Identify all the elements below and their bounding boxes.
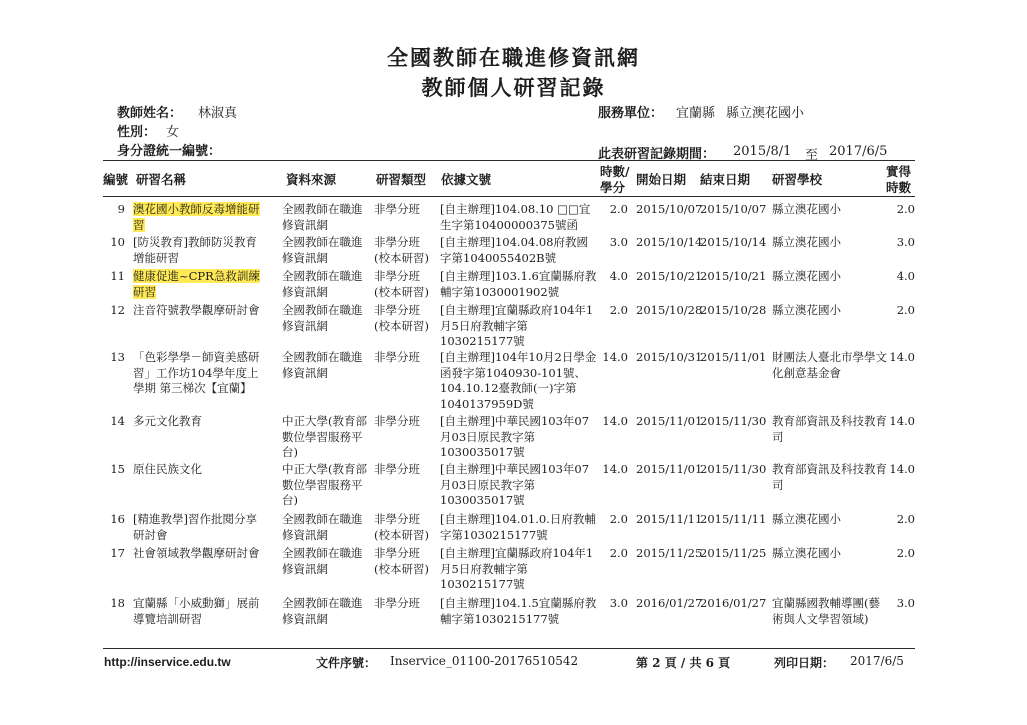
row-type: 非學分班 xyxy=(374,202,420,216)
footer-print-label: 列印日期： xyxy=(774,656,835,670)
record-period-end: 2017/6/5 xyxy=(829,144,888,159)
row-doc: [自主辦理]104.08.10 □□宜生字第10400000375號函 xyxy=(440,202,591,232)
col-header-earned-2: 時數 xyxy=(886,180,912,195)
row-no: 10 xyxy=(110,235,125,249)
record-period-start: 2015/8/1 xyxy=(733,144,792,159)
col-header-no: 編號 xyxy=(103,172,129,187)
row-hours: 2.0 xyxy=(609,202,628,216)
record-period-label: 此表研習記錄期間： xyxy=(598,147,716,162)
row-school: 宜蘭縣國教輔導團(藝術與人文學習領域) xyxy=(772,596,880,626)
row-type: 非學分班(校本研習) xyxy=(374,512,429,542)
row-name: [精進教學]習作批閱分享研討會 xyxy=(133,512,257,542)
row-end: 2015/11/30 xyxy=(700,462,767,476)
row-source: 全國教師在職進修資訊網 xyxy=(282,350,363,380)
row-earned: 14.0 xyxy=(889,414,915,428)
row-end: 2015/11/30 xyxy=(700,414,767,428)
row-school: 縣立澳花國小 xyxy=(772,303,841,317)
row-end: 2015/10/07 xyxy=(700,202,767,216)
col-header-source: 資料來源 xyxy=(286,172,337,187)
document-subtitle: 教師個人研習記錄 xyxy=(421,75,606,100)
row-no: 13 xyxy=(110,350,125,364)
col-header-earned-1: 實得 xyxy=(886,164,912,179)
footer-serial-label: 文件序號： xyxy=(316,656,377,670)
col-header-school: 研習學校 xyxy=(772,172,823,187)
row-end: 2016/01/27 xyxy=(700,596,767,610)
row-no: 16 xyxy=(110,512,125,526)
row-type: 非學分班(校本研習) xyxy=(374,235,429,265)
row-doc: [自主辦理]104.1.5宜蘭縣府教輔字第1030215177號 xyxy=(440,596,597,626)
col-header-hours-1: 時數/ xyxy=(600,164,630,179)
col-header-type: 研習類型 xyxy=(376,172,427,187)
row-doc: [自主辦理]103.1.6宜蘭縣府教輔字第1030001902號 xyxy=(440,269,597,299)
service-unit-label: 服務單位： xyxy=(598,106,664,121)
teacher-name-value: 林淑真 xyxy=(198,106,238,121)
col-header-end: 結束日期 xyxy=(700,172,751,187)
row-name: 「色彩學學－師資美感研習」工作坊104學年度上學期 第三梯次【宜蘭】 xyxy=(133,350,260,395)
row-name: 多元文化教育 xyxy=(133,414,202,428)
row-doc: [自主辦理]中華民國103年07月03日原民教字第1030035017號 xyxy=(440,462,590,507)
row-earned: 2.0 xyxy=(896,512,915,526)
gender-value: 女 xyxy=(166,125,180,140)
row-earned: 14.0 xyxy=(889,350,915,364)
gender-label: 性別： xyxy=(117,125,157,140)
row-hours: 2.0 xyxy=(609,546,628,560)
footer-url: http://inservice.edu.tw xyxy=(104,655,231,669)
row-school: 縣立澳花國小 xyxy=(772,512,841,526)
row-source: 中正大學(教育部數位學習服務平台) xyxy=(282,462,367,507)
row-school: 財團法人臺北市學學文化創意基金會 xyxy=(772,350,887,380)
row-source: 中正大學(教育部數位學習服務平台) xyxy=(282,414,367,459)
col-header-hours-2: 學分 xyxy=(600,180,626,195)
row-name: 原住民族文化 xyxy=(133,462,202,476)
row-source: 全國教師在職進修資訊網 xyxy=(282,269,363,299)
col-header-name: 研習名稱 xyxy=(136,172,187,187)
row-no: 14 xyxy=(110,414,125,428)
row-start: 2015/11/01 xyxy=(636,462,703,476)
row-start: 2015/11/11 xyxy=(636,512,703,526)
row-type: 非學分班 xyxy=(374,596,420,610)
row-hours: 14.0 xyxy=(602,414,628,428)
row-source: 全國教師在職進修資訊網 xyxy=(282,512,363,542)
service-unit-county: 宜蘭縣 xyxy=(676,106,716,121)
row-no: 9 xyxy=(117,202,125,216)
row-earned: 4.0 xyxy=(896,269,915,283)
row-school: 縣立澳花國小 xyxy=(772,546,841,560)
row-school: 縣立澳花國小 xyxy=(772,202,841,216)
col-header-start: 開始日期 xyxy=(636,172,687,187)
row-start: 2015/10/21 xyxy=(636,269,703,283)
row-hours: 14.0 xyxy=(602,350,628,364)
row-hours: 2.0 xyxy=(609,303,628,317)
row-end: 2015/11/25 xyxy=(700,546,767,560)
row-earned: 2.0 xyxy=(896,546,915,560)
header-top-rule xyxy=(103,160,915,161)
row-end: 2015/10/21 xyxy=(700,269,767,283)
row-type: 非學分班 xyxy=(374,462,420,476)
row-hours: 14.0 xyxy=(602,462,628,476)
row-no: 11 xyxy=(110,269,125,283)
row-source: 全國教師在職進修資訊網 xyxy=(282,202,363,232)
row-school: 教育部資訊及科技教育司 xyxy=(772,414,887,444)
row-end: 2015/11/11 xyxy=(700,512,767,526)
row-name: [防災教育]教師防災教育增能研習 xyxy=(133,235,257,265)
row-hours: 3.0 xyxy=(609,596,628,610)
row-start: 2016/01/27 xyxy=(636,596,703,610)
row-start: 2015/11/25 xyxy=(636,546,703,560)
row-earned: 3.0 xyxy=(896,596,915,610)
row-end: 2015/11/01 xyxy=(700,350,767,364)
row-end: 2015/10/28 xyxy=(700,303,767,317)
row-name: 澳花國小教師反毒增能研習 xyxy=(133,202,260,232)
row-type: 非學分班(校本研習) xyxy=(374,303,429,333)
row-start: 2015/10/14 xyxy=(636,235,703,249)
row-no: 17 xyxy=(110,546,125,560)
row-school: 教育部資訊及科技教育司 xyxy=(772,462,887,492)
row-hours: 2.0 xyxy=(609,512,628,526)
row-no: 15 xyxy=(110,462,125,476)
header-bottom-rule xyxy=(103,196,915,197)
row-doc: [自主辦理]宜蘭縣政府104年1月5日府教輔字第1030215177號 xyxy=(440,546,594,591)
record-period-to: 至 xyxy=(805,148,819,163)
row-source: 全國教師在職進修資訊網 xyxy=(282,546,363,576)
row-no: 18 xyxy=(110,596,125,610)
row-type: 非學分班 xyxy=(374,414,420,428)
row-school: 縣立澳花國小 xyxy=(772,269,841,283)
row-source: 全國教師在職進修資訊網 xyxy=(282,235,363,265)
row-earned: 2.0 xyxy=(896,202,915,216)
row-start: 2015/10/07 xyxy=(636,202,703,216)
row-source: 全國教師在職進修資訊網 xyxy=(282,596,363,626)
row-start: 2015/10/31 xyxy=(636,350,703,364)
row-doc: [自主辦理]中華民國103年07月03日原民教字第1030035017號 xyxy=(440,414,590,459)
row-doc: [自主辦理]104年10月2日學金函發字第1040930-101號、104.10.12臺教師(一)字第1040137959D號 xyxy=(440,350,597,411)
row-earned: 14.0 xyxy=(889,462,915,476)
footer-serial-value: Inservice_01100-20176510542 xyxy=(390,654,579,668)
row-type: 非學分班(校本研習) xyxy=(374,546,429,576)
teacher-name-label: 教師姓名： xyxy=(117,106,183,121)
row-name: 健康促進~CPR急救訓練研習 xyxy=(133,269,260,299)
row-hours: 4.0 xyxy=(609,269,628,283)
row-hours: 3.0 xyxy=(609,235,628,249)
row-no: 12 xyxy=(110,303,125,317)
row-source: 全國教師在職進修資訊網 xyxy=(282,303,363,333)
col-header-doc: 依據文號 xyxy=(441,172,492,187)
row-end: 2015/10/14 xyxy=(700,235,767,249)
row-name: 注音符號教學觀摩研討會 xyxy=(133,303,260,317)
row-school: 縣立澳花國小 xyxy=(772,235,841,249)
row-type: 非學分班(校本研習) xyxy=(374,269,429,299)
row-name: 社會領域教學觀摩研討會 xyxy=(133,546,260,560)
row-start: 2015/11/01 xyxy=(636,414,703,428)
row-type: 非學分班 xyxy=(374,350,420,364)
footer-print-date: 2017/6/5 xyxy=(850,654,904,668)
document-title: 全國教師在職進修資訊網 xyxy=(387,45,640,70)
row-doc: [自主辦理]宜蘭縣政府104年1月5日府教輔字第1030215177號 xyxy=(440,303,594,348)
row-earned: 3.0 xyxy=(896,235,915,249)
row-start: 2015/10/28 xyxy=(636,303,703,317)
row-doc: [自主辦理]104.04.08府教國字第1040055402B號 xyxy=(440,235,588,265)
row-doc: [自主辦理]104.01.0.日府教輔字第1030215177號 xyxy=(440,512,596,542)
service-unit-school: 縣立澳花國小 xyxy=(726,106,805,121)
row-earned: 2.0 xyxy=(896,303,915,317)
id-number-label: 身分證統一編號： xyxy=(117,144,222,159)
row-name: 宜蘭縣「小威動獅」展前導覽培訓研習 xyxy=(133,596,260,626)
footer-page-number: 第 2 頁 / 共 6 頁 xyxy=(636,656,731,670)
footer-rule xyxy=(103,648,915,649)
